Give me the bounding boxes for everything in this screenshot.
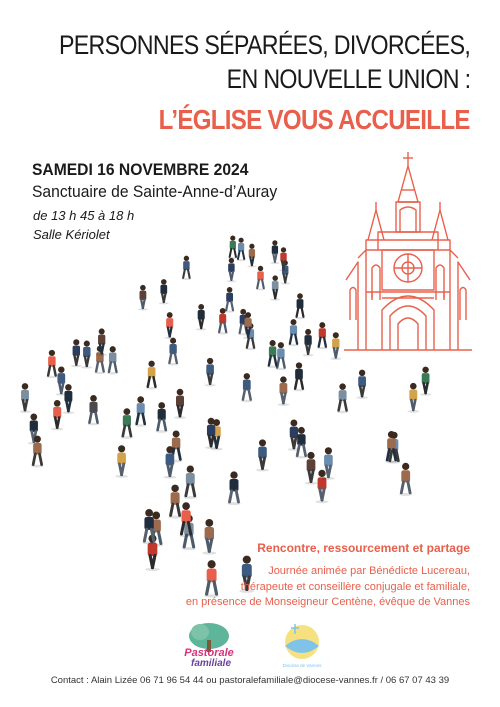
crowd-person: [81, 341, 92, 369]
crowd-person: [184, 465, 197, 498]
crowd-person: [62, 384, 74, 414]
description-line-2: thérapeute et conseillère conjugale et familiale,: [240, 580, 470, 593]
crowd-person: [256, 266, 266, 291]
crowd-person: [51, 400, 63, 430]
crowd-person: [204, 358, 215, 387]
event-place: Sanctuaire de Sainte-Anne-d’Auray: [32, 182, 278, 201]
crowd-person: [407, 383, 419, 413]
description-line-3: en présence de Monseigneur Centène, évêque de Vannes: [185, 596, 470, 608]
crowd-person: [356, 370, 368, 399]
crowd-person: [168, 338, 179, 366]
crowd-person: [256, 439, 269, 471]
crowd-person: [227, 258, 237, 282]
event-time: de 13 h 45 à 18 h: [33, 208, 135, 223]
crowd-person: [146, 361, 158, 390]
crowd-person: [227, 471, 240, 505]
crowd-person: [236, 238, 245, 261]
crowd-person: [96, 328, 107, 355]
crowd-person: [420, 367, 432, 396]
crowd-person: [174, 389, 186, 419]
crowd-person: [241, 373, 253, 402]
crowd-person: [278, 376, 290, 405]
crowd-person: [228, 236, 237, 259]
title-line-1: PERSONNES SÉPARÉES, DIVORCÉES,: [58, 30, 470, 60]
crowd-person: [267, 340, 278, 368]
crowd-person: [121, 408, 133, 439]
crowd-person: [270, 240, 279, 264]
crowd-person: [135, 396, 147, 426]
crowd-person: [295, 293, 305, 319]
crowd-person: [270, 275, 280, 300]
logo-diocese-label: Diocèse de Vannes: [282, 663, 322, 668]
crowd-person: [196, 304, 207, 330]
crowd-person: [303, 329, 314, 356]
crowd-person: [71, 339, 82, 367]
crowd-person: [182, 256, 192, 280]
crowd-person: [138, 285, 148, 311]
crowd-person: [168, 485, 182, 519]
crowd-person: [247, 244, 256, 268]
crowd-person: [159, 279, 169, 304]
title-line-2: EN NOUVELLE UNION :: [226, 64, 470, 94]
crowd-person: [87, 395, 99, 425]
tagline: Rencontre, ressourcement et partage: [257, 541, 470, 555]
crowd-person: [317, 322, 328, 349]
contact-line: Contact : Alain Lizée 06 71 96 54 44 ou pastoralefamiliale@diocese-vannes.fr / 06 67 07 43 39: [50, 675, 450, 686]
description: [186, 564, 470, 611]
crowd-person: [46, 350, 57, 378]
logo-pastorale-line1: Pastorale: [184, 647, 234, 659]
pastorale-familiale-logo: [178, 620, 240, 670]
crowd-person: [115, 445, 128, 478]
event-date: SAMEDI 16 NOVEMBRE 2024: [32, 160, 249, 179]
crowd-person: [164, 312, 175, 339]
crowd-person: [202, 519, 216, 555]
logo-pastorale-line2: familiale: [190, 658, 232, 669]
description-line-1: Journée animée par Bénédicte Lucereau,: [268, 565, 470, 577]
crowd-person: [399, 463, 412, 496]
title-headline: L’ÉGLISE VOUS ACCUEILLE: [158, 104, 470, 135]
crowd-person: [330, 332, 341, 360]
diocese-vannes-logo: [275, 620, 330, 670]
crowd-person: [156, 402, 168, 433]
crowd-person: [225, 287, 235, 313]
crowd-person: [20, 383, 31, 413]
event-room: Salle Kériolet: [33, 227, 110, 242]
crowd-person: [107, 346, 118, 374]
crowd-person: [337, 383, 349, 413]
crowd-person: [293, 362, 305, 391]
crowd-person: [288, 319, 299, 346]
